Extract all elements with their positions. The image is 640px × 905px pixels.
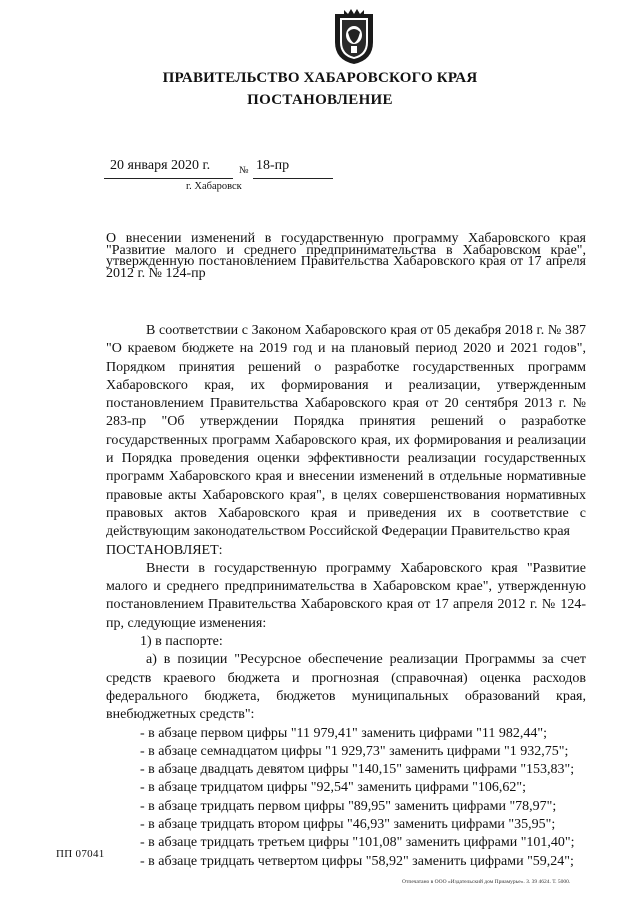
- document-city: г. Хабаровск: [186, 181, 242, 192]
- main-paragraph: Внести в государственную программу Хабаровского края "Развитие малого и среднего предпринимательства в Хабаровском крае", утвержденную постановлением Правительства Хабаровского края от 17 апреля 2012 г. № 124-пр, следующие изменения:: [106, 560, 586, 631]
- change-item: - в абзаце тридцать втором цифры "46,93" заменить цифрами "35,95";: [140, 817, 556, 833]
- item-1: 1) в паспорте:: [140, 634, 223, 650]
- document-code: ПП 07041: [56, 848, 105, 860]
- printer-imprint: Отпечатано в ООО «Издательский дом Приамурье». З. 39 4624. Т. 5000.: [402, 879, 571, 885]
- number-underline: [253, 178, 333, 179]
- change-item: - в абзаце двадцать девятом цифры "140,15" заменить цифрами "153,83";: [140, 762, 575, 778]
- item-1a: а) в позиции "Ресурсное обеспечение реализации Программы за счет средств краевого бюджета и прогнозная (справочная) оценка расходов федерального бюджета, бюджетов муниципальных образований края, внебюджетных средств":: [106, 652, 586, 723]
- document-title: О внесении изменений в государственную программу Хабаровского края "Развитие малого и среднего предпринимательства в Хабаровском крае", утвержденную постановлением Правительства Хабаровского края от 17 апреля 2012 г. № 124-пр: [106, 231, 586, 281]
- government-name: ПРАВИТЕЛЬСТВО ХАБАРОВСКОГО КРАЯ: [162, 70, 478, 86]
- change-item: - в абзаце тридцать первом цифры "89,95" заменить цифрами "78,97";: [140, 798, 557, 814]
- document-type: ПОСТАНОВЛЕНИЕ: [247, 92, 393, 108]
- document-body: [106, 322, 586, 871]
- decree-word: ПОСТАНОВЛЯЕТ:: [106, 542, 223, 558]
- number-sign: №: [239, 165, 249, 176]
- coat-of-arms-emblem: [331, 8, 377, 66]
- document-date: 20 января 2020 г.: [110, 158, 211, 173]
- document-number: 18-пр: [256, 158, 290, 173]
- change-item: - в абзаце тридцать третьем цифры "101,08" заменить цифрами "101,40";: [140, 835, 575, 851]
- change-item: - в абзаце первом цифры "11 979,41" заменить цифрами "11 982,44";: [140, 725, 547, 741]
- change-item: - в абзаце семнадцатом цифры "1 929,73" заменить цифрами "1 932,75";: [140, 743, 569, 759]
- intro-paragraph: В соответствии с Законом Хабаровского края от 05 декабря 2018 г. № 387 "О краевом бюджете на 2019 год и на плановый период 2020 и 2021 годов", Порядком принятия решений о разработке государственных программ Хабаровского края, их формирования и реализации, утвержденным постановлением Правительства Хабаровского края от 20 сентября 2013 г. № 283-пр "Об утверждении Порядка принятия решений о разработке государственных программ Хабаровского края, их формирования и реализации и Порядка проведения оценки эффективности реализации государственных программ Хабаровского края и внесении изменений в отдельные нормативные правовые акты Хабаровского края", в целях совершенствования нормативных правовых актов Хабаровского края и приведения их в соответствие с действующим законодательством Российской Федерации Правительство края: [106, 323, 586, 540]
- date-underline: [104, 178, 233, 179]
- change-item: - в абзаце тридцатом цифры "92,54" заменить цифрами "106,62";: [140, 780, 526, 796]
- change-item: - в абзаце тридцать четвертом цифры "58,92" заменить цифрами "59,24";: [140, 853, 574, 869]
